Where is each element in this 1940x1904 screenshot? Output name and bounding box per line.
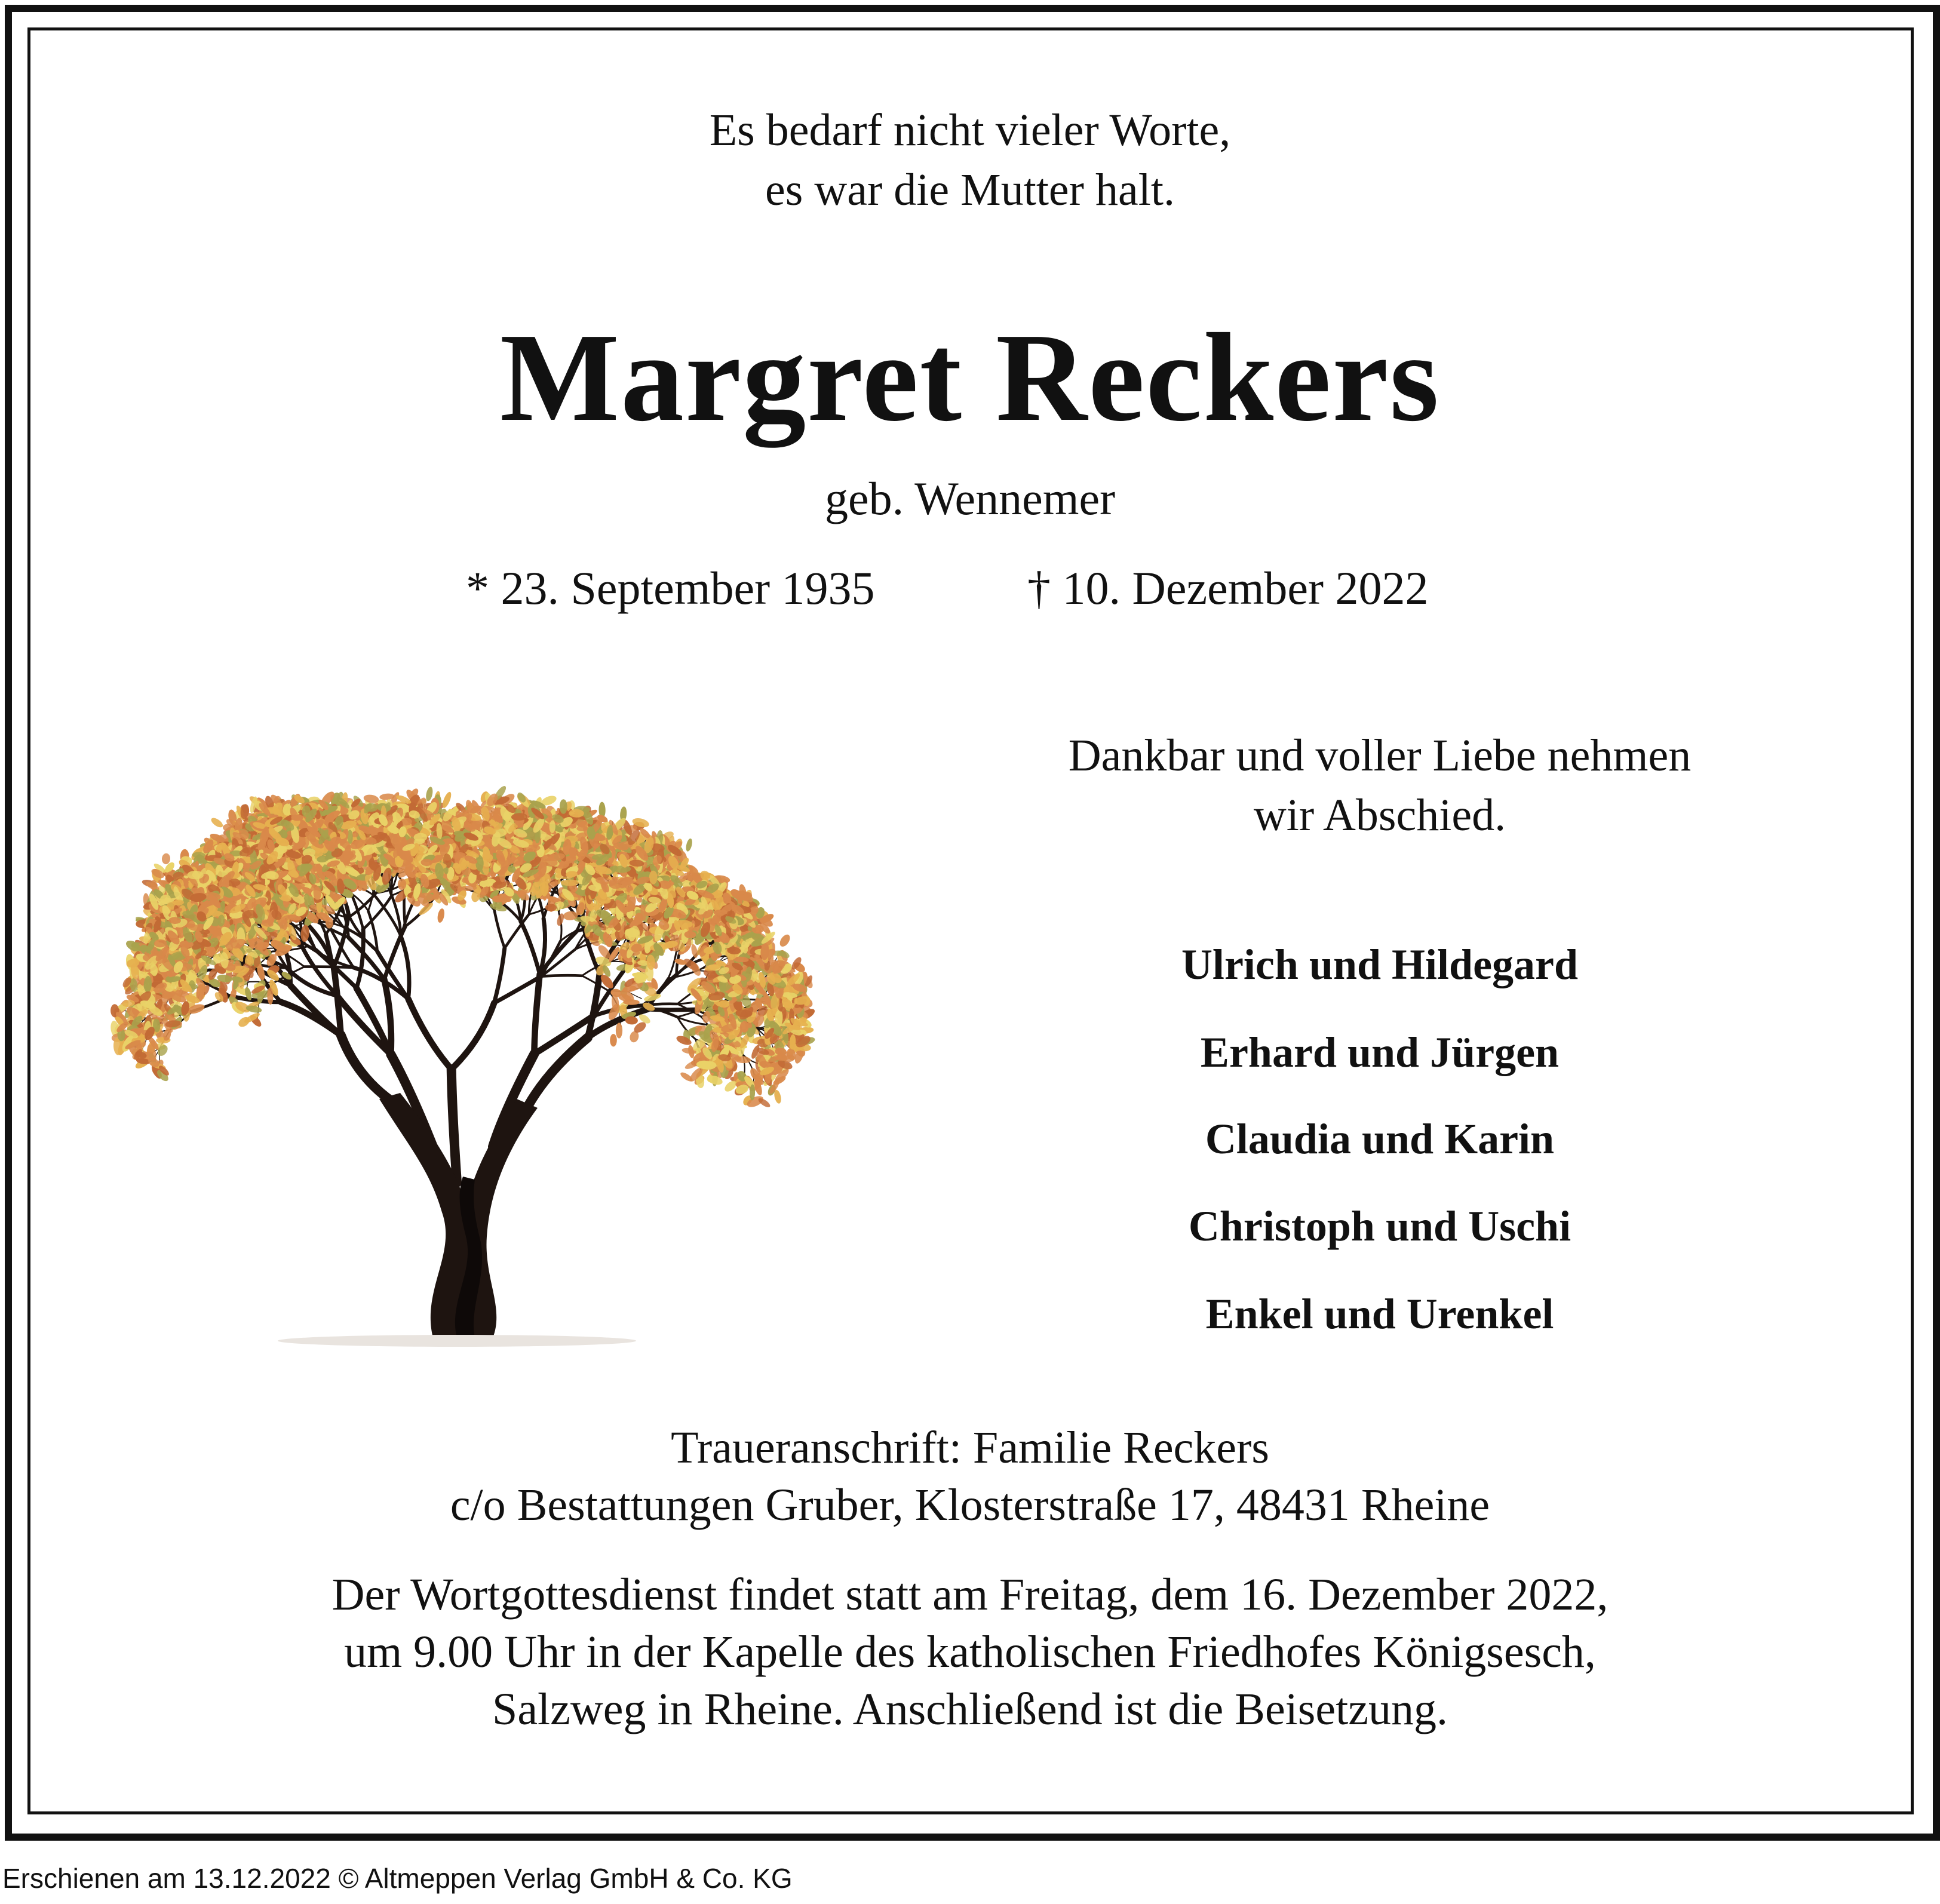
tree-leaf [610,1034,617,1046]
tree-branch [409,999,452,1070]
tree-branch [384,926,405,979]
tree-branch [452,1069,457,1183]
motto-line-2: es war die Mutter halt. [765,165,1175,215]
tree-branch [668,971,697,978]
tree-leaf [161,853,170,864]
tree-leaf [210,816,225,829]
maiden-name: geb. Wennemer [824,472,1116,524]
autumn-tree-icon [99,717,839,1350]
tree-branch [357,929,364,988]
tree-leaf [561,880,579,886]
tree-branch [534,974,539,1054]
tree-branch [541,975,582,976]
tree-branch [452,1003,495,1069]
motto-line-1: Es bedarf nicht vieler Worte, [709,105,1231,155]
tree-branch [495,910,505,948]
tree-branch [494,948,505,1003]
death-date: † 10. Dezember 2022 [1027,562,1429,614]
tree-branch [521,921,540,974]
deceased-name: Margret Reckers [499,307,1441,447]
tree-leaf [616,1022,622,1038]
birth-date: * 23. September 1935 [466,562,875,614]
